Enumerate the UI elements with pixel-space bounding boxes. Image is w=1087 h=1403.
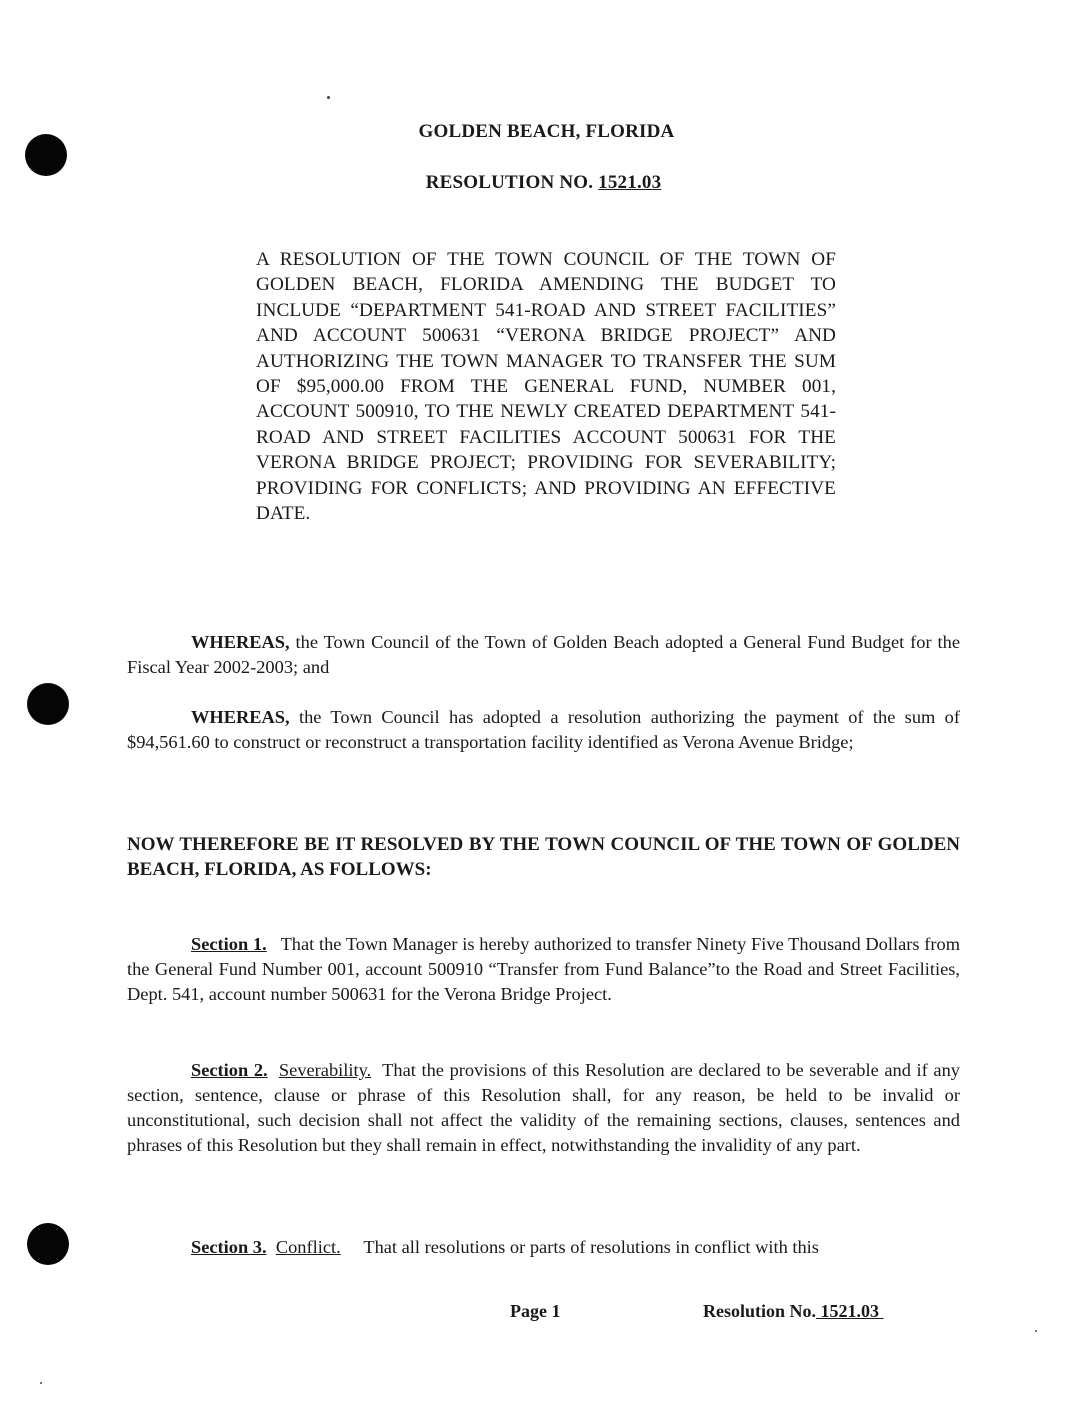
scan-speck [1035,1330,1037,1332]
section-text: That all resolutions or parts of resolutions in conflict with this [363,1237,819,1257]
section-label: Section 1. [191,934,267,954]
section-heading: Conflict. [275,1237,341,1257]
resolution-label: RESOLUTION NO. [425,172,594,193]
whereas-text: the Town Council has adopted a resolution authorizing the payment of the sum of $94,561.60 to construct or reconstruct a transportation facility identified as Verona Avenue Bridge; [127,707,960,752]
footer-resolution-number-text: 1521.03 [820,1301,880,1321]
scan-speck [327,96,330,99]
punch-hole-bottom [27,1223,69,1265]
section-3 [127,1235,960,1260]
resolution-number: 1521.03 [598,172,662,193]
page-number: Page 1 [510,1301,561,1321]
whereas-lead: WHEREAS, [191,632,290,652]
resolution-number-heading [0,172,1087,194]
whereas-clause-1 [127,630,960,680]
municipality-heading [0,121,1087,143]
section-1 [127,932,960,1007]
section-label: Section 2. [191,1060,268,1080]
resolution-caption: A RESOLUTION OF THE TOWN COUNCIL OF THE TOWN OF GOLDEN BEACH, FLORIDA AMENDING THE BUDGET TO INCLUDE “DEPARTMENT 541-ROAD AND STREET FACILITIES” AND ACCOUNT 500631 “VERONA BRIDGE PROJECT” AND AUTHORIZING THE TOWN MANAGER TO TRANSFER THE SUM OF $95,000.00 FROM THE GENERAL FUND, NUMBER 001, ACCOUNT 500910, TO THE NEWLY CREATED DEPARTMENT 541-ROAD AND STREET FACILITIES ACCOUNT 500631 FOR THE VERONA BRIDGE PROJECT; PROVIDING FOR SEVERABILITY; PROVIDING FOR CONFLICTS; AND PROVIDING AN EFFECTIVE DATE. [256,249,836,525]
whereas-lead: WHEREAS, [191,707,290,727]
section-text: That the provisions of this Resolution are declared to be severable and if any section, sentence, clause or phrase of this Resolution shall, for any reason, be held to be invalid or unconstitutional, such decision shall not affect the validity of the remaining sections, clauses, sentences and phrases of this Resolution but they shall remain in effect, notwithstanding the invalidity of any part. [127,1060,960,1155]
footer-resolution-label: Resolution No. [703,1301,817,1321]
section-label: Section 3. [191,1237,267,1257]
whereas-text: the Town Council of the Town of Golden Beach adopted a General Fund Budget for the Fiscal Year 2002-2003; and [127,632,960,677]
scan-speck [40,1382,42,1384]
municipality-text: GOLDEN BEACH, FLORIDA [418,121,675,142]
whereas-clause-2 [127,705,960,755]
section-text: That the Town Manager is hereby authorized to transfer Ninety Five Thousand Dollars from the General Fund Number 001, account 500910 “Transfer from Fund Balance”to the Road and Street Facilities, Dept. 541, account number 500631 for the Verona Bridge Project. [127,934,960,1004]
section-heading: Severability. [278,1060,372,1080]
footer-resolution-number [816,1301,884,1321]
resolved-clause: NOW THEREFORE BE IT RESOLVED BY THE TOWN COUNCIL OF THE TOWN OF GOLDEN BEACH, FLORIDA, AS FOLLOWS: [127,834,960,880]
section-2 [127,1058,960,1158]
punch-hole-middle [27,683,69,725]
footer-resolution [703,1301,884,1322]
